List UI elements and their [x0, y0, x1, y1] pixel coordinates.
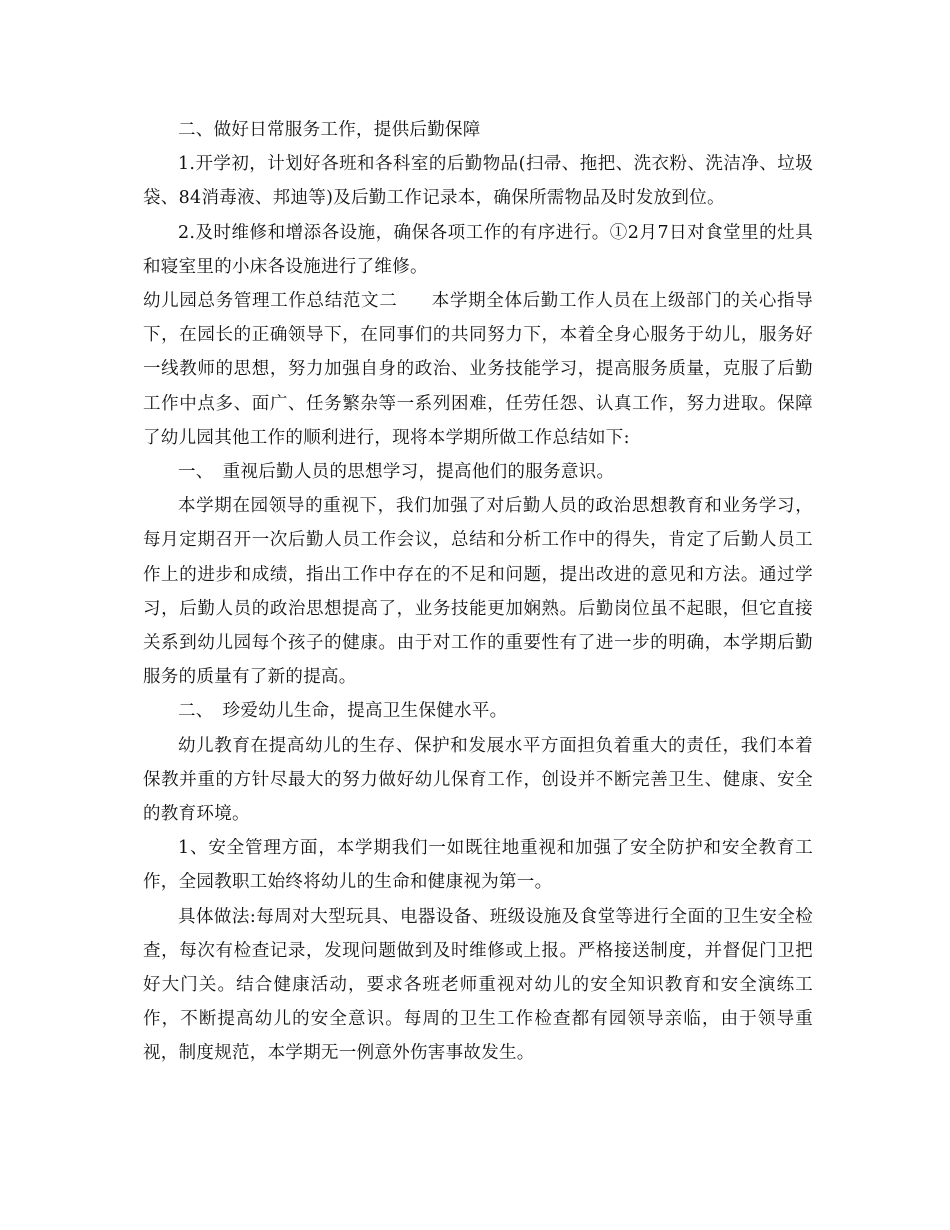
section-heading-thinking-study: 一、 重视后勤人员的思想学习，提高他们的服务意识。 [178, 462, 615, 483]
paragraph-safety-management: 1、安全管理方面，本学期我们一如既往地重视和加强了安全防护和安全教育工作，全园教职工始终将幼儿的生命和健康视为第一。 [143, 838, 813, 893]
summary-intro-text: 本学期全体后勤工作人员在上级部门的关心指导下，在园长的正确领导下，在同事们的共同努力下，本着全身心服务于幼儿，服务好一线教师的思想，努力加强自身的政治、业务技能学习，提高服务质量，克服了后勤工作中点多、面广、任务繁杂等一系列困难，任劳任怨、认真工作，努力进取。保障了幼儿园其他工作的顺利进行，现将本学期所做工作总结如下: [143, 291, 813, 448]
document-title: 幼儿园总务管理工作总结范文二 [143, 291, 398, 312]
paragraph-staff-education: 本学期在园领导的重视下，我们加强了对后勤人员的政治思想教育和业务学习，每月定期召开一次后勤人员工作会议，总结和分析工作中的得失，肯定了后勤人员工作上的进步和成绩，指出工作中存在的不足和问题，提出改进的意见和方法。通过学习，后勤人员的政治思想提高了，业务技能更加娴熟。后勤岗位虽不起眼，但它直接关系到幼儿园每个孩子的健康。由于对工作的重要性有了进一步的明确，本学期后勤服务的质量有了新的提高。 [143, 496, 813, 688]
paragraph-safety-measures: 具体做法:每周对大型玩具、电器设备、班级设施及食堂等进行全面的卫生安全检查，每次有检查记录，发现问题做到及时维修或上报。严格接送制度，并督促门卫把好大门关。结合健康活动，要求各班老师重视对幼儿的安全知识教育和安全演练工作，不断提高幼儿的安全意识。每周的卫生工作检查都有园领导亲临，由于领导重视，制度规范，本学期无一例意外伤害事故发生。 [143, 906, 813, 1064]
paragraph-childcare-responsibility: 幼儿教育在提高幼儿的生存、保护和发展水平方面担负着重大的责任，我们本着保教并重的方针尽最大的努力做好幼儿保育工作，创设并不断完善卫生、健康、安全的教育环境。 [143, 735, 813, 825]
paragraph-supplies: 1.开学初，计划好各班和各科室的后勤物品(扫帚、拖把、洗衣粉、洗洁净、垃圾袋、84消毒液、邦迪等)及后勤工作记录本，确保所需物品及时发放到位。 [143, 154, 813, 209]
document-body [143, 113, 813, 1071]
section-heading-health-care: 二、 珍爱幼儿生命，提高卫生保健水平。 [178, 701, 508, 722]
section-heading-daily-service: 二、做好日常服务工作，提供后勤保障 [178, 120, 481, 140]
paragraph-maintenance: 2.及时维修和增添各设施，确保各项工作的有序进行。①2月7日对食堂里的灶具和寝室里的小床各设施进行了维修。 [143, 222, 813, 277]
paragraph-summary-intro [143, 284, 813, 455]
